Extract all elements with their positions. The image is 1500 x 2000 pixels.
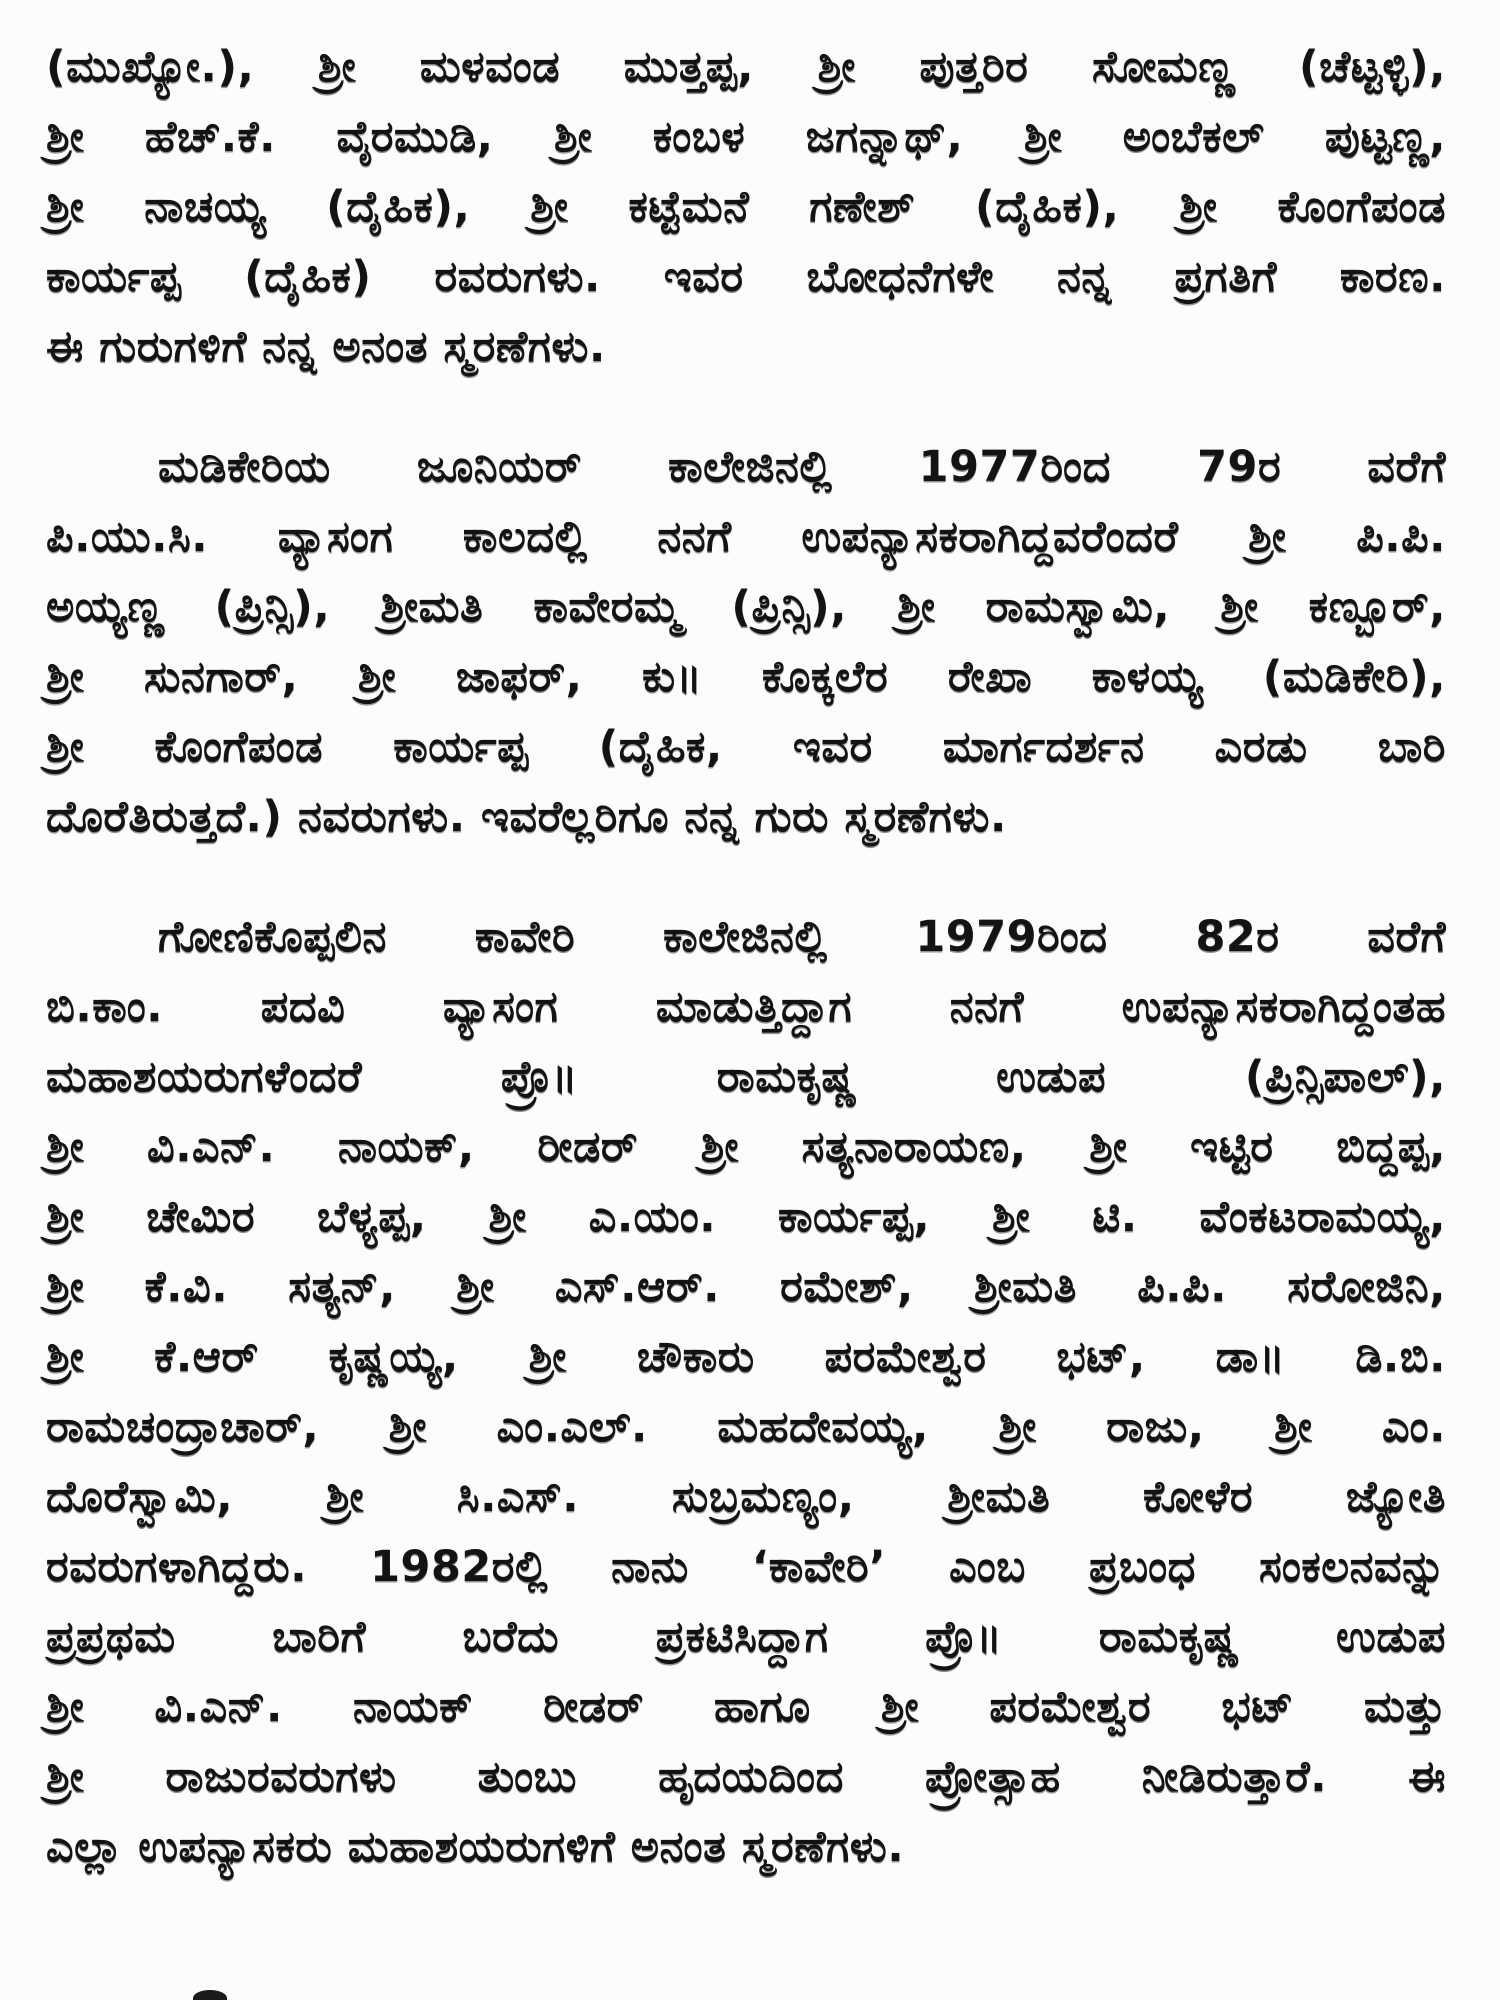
text-line: ಶ್ರೀ ನಾಚಯ್ಯ (ದೈಹಿಕ), ಶ್ರೀ ಕಟ್ಟೆಮನೆ ಗಣೇಶ್ (ದೈಹಿಕ), ಶ್ರೀ ಕೊಂಗೆಪಂಡ: [46, 182, 1446, 232]
text-line: ಶ್ರೀ ಕೆ.ವಿ. ಸತ್ಯನ್, ಶ್ರೀ ಎಸ್.ಆರ್. ರಮೇಶ್, ಶ್ರೀಮತಿ ಪಿ.ಪಿ. ಸರೋಜಿನಿ,: [46, 1262, 1446, 1312]
page-text: [46, 32, 1446, 1882]
text-line: ಮಹಾಶಯರುಗಳೆಂದರೆ ಪ್ರೊ॥ ರಾಮಕೃಷ್ಣ ಉಡುಪ (ಪ್ರಿನ್ಸಿಪಾಲ್),: [46, 1052, 1446, 1102]
text-line: ದೊರೆಸ್ವಾಮಿ, ಶ್ರೀ ಸಿ.ಎಸ್. ಸುಬ್ರಮಣ್ಯಂ, ಶ್ರೀಮತಿ ಕೋಳೆರ ಜ್ಯೋತಿ: [46, 1472, 1446, 1522]
text-line: ಶ್ರೀ ಕೆ.ಆರ್ ಕೃಷ್ಣಯ್ಯ, ಶ್ರೀ ಚೌಕಾರು ಪರಮೇಶ್ವರ ಭಟ್, ಡಾ॥ ಡಿ.ಬಿ.: [46, 1332, 1446, 1382]
text-line: ಬಿ.ಕಾಂ. ಪದವಿ ವ್ಯಾಸಂಗ ಮಾಡುತ್ತಿದ್ದಾಗ ನನಗೆ ಉಪನ್ಯಾಸಕರಾಗಿದ್ದಂತಹ: [46, 982, 1446, 1032]
paragraph-3: [46, 902, 1446, 1882]
text-line: ಶ್ರೀ ರಾಜುರವರುಗಳು ತುಂಬು ಹೃದಯದಿಂದ ಪ್ರೋತ್ಸಾಹ ನೀಡಿರುತ್ತಾರೆ. ಈ: [46, 1752, 1446, 1802]
text-line: ಶ್ರೀ ಸುನಗಾರ್, ಶ್ರೀ ಜಾಫರ್, ಕು॥ ಕೊಕ್ಕಲೆರ ರೇಖಾ ಕಾಳಯ್ಯ (ಮಡಿಕೇರಿ),: [46, 652, 1446, 702]
text-line: ಶ್ರೀ ವಿ.ಎನ್. ನಾಯಕ್, ರೀಡರ್ ಶ್ರೀ ಸತ್ಯನಾರಾಯಣ, ಶ್ರೀ ಇಟ್ಟಿರ ಬಿದ್ದಪ್ಪ,: [46, 1122, 1446, 1172]
text-line: ಶ್ರೀ ಹೆಚ್.ಕೆ. ವೈರಮುಡಿ, ಶ್ರೀ ಕಂಬಳ ಜಗನ್ನಾಥ್, ಶ್ರೀ ಅಂಬೆಕಲ್ ಪುಟ್ಟಣ್ಣ,: [46, 112, 1446, 162]
paragraph-2: [46, 432, 1446, 852]
paragraph-1: [46, 32, 1446, 382]
text-line: ಕಾರ್ಯಪ್ಪ (ದೈಹಿಕ) ರವರುಗಳು. ಇವರ ಬೋಧನೆಗಳೇ ನನ್ನ ಪ್ರಗತಿಗೆ ಕಾರಣ.: [46, 252, 1446, 302]
scan-artifact: [193, 1990, 227, 2000]
text-line: ಶ್ರೀ ಚೇಮಿರ ಬೆಳ್ಯಪ್ಪ, ಶ್ರೀ ಎ.ಯಂ. ಕಾರ್ಯಪ್ಪ, ಶ್ರೀ ಟಿ. ವೆಂಕಟರಾಮಯ್ಯ,: [46, 1192, 1446, 1242]
text-line: ಎಲ್ಲಾ ಉಪನ್ಯಾಸಕರು ಮಹಾಶಯರುಗಳಿಗೆ ಅನಂತ ಸ್ಮರಣೆಗಳು.: [46, 1822, 905, 1872]
text-line: ರಾಮಚಂದ್ರಾಚಾರ್, ಶ್ರೀ ಎಂ.ಎಲ್. ಮಹದೇವಯ್ಯ, ಶ್ರೀ ರಾಜು, ಶ್ರೀ ಎಂ.: [46, 1402, 1446, 1452]
text-line: ಪಿ.ಯು.ಸಿ. ವ್ಯಾಸಂಗ ಕಾಲದಲ್ಲಿ ನನಗೆ ಉಪನ್ಯಾಸಕರಾಗಿದ್ದವರೆಂದರೆ ಶ್ರೀ ಪಿ.ಪಿ.: [46, 512, 1446, 562]
text-line: ಗೋಣಿಕೊಪ್ಪಲಿನ ಕಾವೇರಿ ಕಾಲೇಜಿನಲ್ಲಿ 1979ರಿಂದ 82ರ ವರೆಗೆ: [158, 912, 1446, 962]
text-line: ರವರುಗಳಾಗಿದ್ದರು. 1982ರಲ್ಲಿ ನಾನು ‘ಕಾವೇರಿ’ ಎಂಬ ಪ್ರಬಂಧ ಸಂಕಲನವನ್ನು: [46, 1542, 1446, 1592]
text-line: ಪ್ರಪ್ರಥಮ ಬಾರಿಗೆ ಬರೆದು ಪ್ರಕಟಿಸಿದ್ದಾಗ ಪ್ರೊ॥ ರಾಮಕೃಷ್ಣ ಉಡುಪ: [46, 1612, 1446, 1662]
text-line: ಮಡಿಕೇರಿಯ ಜೂನಿಯರ್ ಕಾಲೇಜಿನಲ್ಲಿ 1977ರಿಂದ 79ರ ವರೆಗೆ: [158, 442, 1446, 492]
text-line: ದೊರೆತಿರುತ್ತದೆ.) ನವರುಗಳು. ಇವರೆಲ್ಲರಿಗೂ ನನ್ನ ಗುರು ಸ್ಮರಣೆಗಳು.: [46, 792, 1007, 842]
text-line: ಅಯ್ಯಣ್ಣ (ಪ್ರಿನ್ಸಿ), ಶ್ರೀಮತಿ ಕಾವೇರಮ್ಮ (ಪ್ರಿನ್ಸಿ), ಶ್ರೀ ರಾಮಸ್ವಾಮಿ, ಶ್ರೀ ಕಣ್ಬೂರ್,: [46, 582, 1446, 632]
text-line: ಶ್ರೀ ವಿ.ಎನ್. ನಾಯಕ್ ರೀಡರ್ ಹಾಗೂ ಶ್ರೀ ಪರಮೇಶ್ವರ ಭಟ್ ಮತ್ತು: [46, 1682, 1446, 1732]
text-line: (ಮುಖ್ಯೋ.), ಶ್ರೀ ಮಳವಂಡ ಮುತ್ತಪ್ಪ, ಶ್ರೀ ಪುತ್ತರಿರ ಸೋಮಣ್ಣ (ಚೆಟ್ಟಳ್ಳಿ),: [46, 42, 1446, 92]
text-line: ಶ್ರೀ ಕೊಂಗೆಪಂಡ ಕಾರ್ಯಪ್ಪ (ದೈಹಿಕ, ಇವರ ಮಾರ್ಗದರ್ಶನ ಎರಡು ಬಾರಿ: [46, 722, 1446, 772]
text-line: ಈ ಗುರುಗಳಿಗೆ ನನ್ನ ಅನಂತ ಸ್ಮರಣೆಗಳು.: [46, 322, 606, 372]
